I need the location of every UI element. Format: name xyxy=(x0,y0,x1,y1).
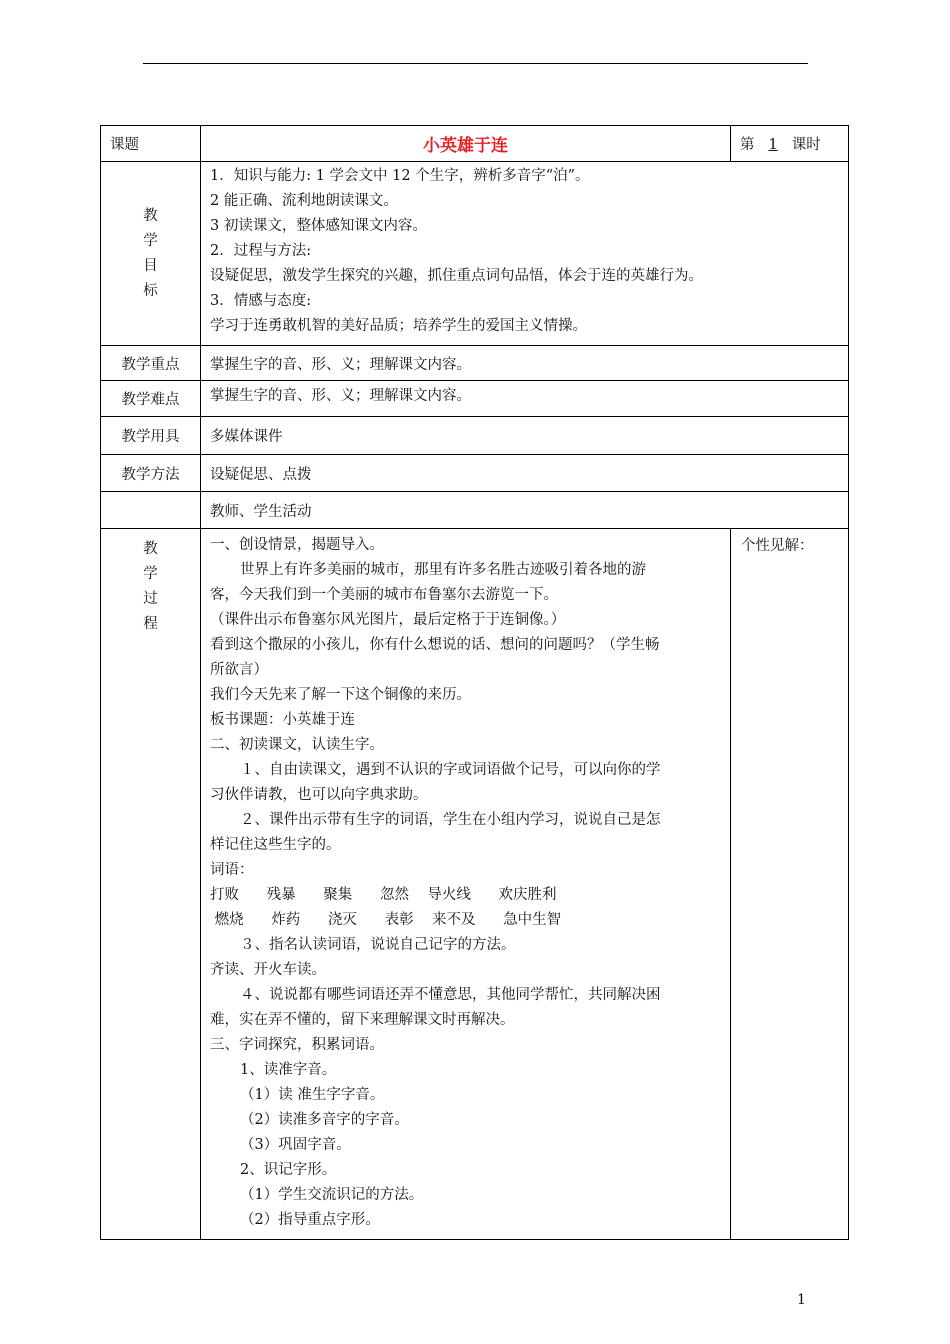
vocabulary-line: 打败 残暴 聚集 忽然 导火线 欢庆胜利 xyxy=(210,887,557,903)
process-label-char: 过 xyxy=(143,591,158,607)
process-line: （课件出示布鲁塞尔风光图片，最后定格于于连铜像。） xyxy=(210,612,566,628)
goal-line: 学习于连勇敢机智的美好品质；培养学生的爱国主义情操。 xyxy=(210,318,587,334)
process-line: ３、指名认读词语，说说自己记字的方法。 xyxy=(240,937,516,953)
methods-row xyxy=(101,455,849,492)
goals-row xyxy=(101,162,849,346)
process-line: ４、说说都有哪些词语还弄不懂意思，其他同学帮忙，共同解决困 xyxy=(240,987,661,1003)
process-line: （1）读 准生字字音。 xyxy=(240,1087,385,1103)
title-row xyxy=(101,126,849,162)
process-label xyxy=(101,529,201,1240)
lesson-plan-table xyxy=(100,125,849,1240)
page-number: 1 xyxy=(797,1292,806,1308)
process-content xyxy=(201,529,731,1240)
tools-label: 教学用具 xyxy=(101,417,201,455)
process-line: 一、创设情景，揭题导入。 xyxy=(210,537,384,553)
goals-label-char: 标 xyxy=(143,282,158,299)
process-line: 看到这个撒尿的小孩儿，你有什么想说的话、想问的问题吗？（学生畅 xyxy=(210,637,660,653)
goals-label-char: 学 xyxy=(143,232,158,249)
process-line: 齐读、开火车读。 xyxy=(210,962,326,978)
process-line: 世界上有许多美丽的城市，那里有许多名胜古迹吸引着各地的游 xyxy=(240,562,646,578)
goal-line: 1．知识与能力: 1 学会文中 12 个生字，辨析多音字“泊”。 xyxy=(210,168,590,184)
activities-header-row xyxy=(101,492,849,529)
key-points-label: 教学重点 xyxy=(101,346,201,381)
goal-line: 2．过程与方法: xyxy=(210,243,312,259)
process-line: 板书课题：小英雄于连 xyxy=(210,712,355,728)
activities-header: 教师、学生活动 xyxy=(201,492,849,529)
goal-line: 3 初读课文，整体感知课文内容。 xyxy=(210,218,427,234)
goal-line: 3．情感与态度: xyxy=(210,293,312,309)
goals-label-char: 目 xyxy=(143,257,158,274)
activities-header-empty xyxy=(101,492,201,529)
process-line: 二、初读课文，认读生字。 xyxy=(210,737,384,753)
methods-text: 设疑促思、点拨 xyxy=(201,455,849,492)
lesson-period xyxy=(731,126,849,162)
goals-label xyxy=(101,162,201,346)
title-label: 课题 xyxy=(101,126,201,162)
process-line: 词语： xyxy=(210,862,254,878)
process-line: （3）巩固字音。 xyxy=(240,1137,351,1153)
key-points-row xyxy=(101,346,849,381)
methods-label: 教学方法 xyxy=(101,455,201,492)
personal-insight-cell: 个性见解： xyxy=(731,529,849,1240)
process-line: （1）学生交流识记的方法。 xyxy=(240,1187,424,1203)
process-line: ２、课件出示带有生字的词语，学生在小组内学习，说说自己是怎 xyxy=(240,812,661,828)
difficulties-text: 掌握生字的音、形、义；理解课文内容。 xyxy=(201,381,849,417)
process-line: （2）指导重点字形。 xyxy=(240,1212,380,1228)
lesson-suffix: 课时 xyxy=(791,137,821,153)
lesson-prefix: 第 xyxy=(740,137,755,153)
process-row xyxy=(101,529,849,1240)
process-line: 1、读准字音。 xyxy=(240,1062,337,1078)
key-points-text: 掌握生字的音、形、义；理解课文内容。 xyxy=(201,346,849,381)
process-label-char: 教 xyxy=(143,541,158,557)
process-line: 三、字词探究，积累词语。 xyxy=(210,1037,384,1053)
process-label-char: 程 xyxy=(143,616,158,632)
goal-line: 设疑促思，激发学生探究的兴趣，抓住重点词句品悟，体会于连的英雄行为。 xyxy=(210,268,703,284)
process-line: 习伙伴请教，也可以向字典求助。 xyxy=(210,787,428,803)
process-line: 2、识记字形。 xyxy=(240,1162,337,1178)
goals-content xyxy=(201,162,849,346)
process-line: １、自由读课文，遇到不认识的字或词语做个记号，可以向你的学 xyxy=(240,762,661,778)
goal-line: 2 能正确、流利地朗读课文。 xyxy=(210,193,398,209)
difficulties-label: 教学难点 xyxy=(101,381,201,417)
process-line: （2）读准多音字的字音。 xyxy=(240,1112,409,1128)
tools-row xyxy=(101,417,849,455)
lesson-number: 1 xyxy=(768,137,778,153)
header-rule xyxy=(143,63,808,64)
process-line: 所欲言） xyxy=(210,662,268,678)
process-line: 客，今天我们到一个美丽的城市布鲁塞尔去游览一下。 xyxy=(210,587,558,603)
vocabulary-line: 燃烧 炸药 浇灭 表彰 来不及 急中生智 xyxy=(210,912,562,928)
tools-text: 多媒体课件 xyxy=(201,417,849,455)
difficulties-row xyxy=(101,381,849,417)
goals-label-char: 教 xyxy=(143,207,158,224)
process-line: 样记住这些生字的。 xyxy=(210,837,341,853)
process-line: 难，实在弄不懂的，留下来理解课文时再解决。 xyxy=(210,1012,515,1028)
process-line: 我们今天先来了解一下这个铜像的来历。 xyxy=(210,687,471,703)
lesson-title: 小英雄于连 xyxy=(201,126,731,162)
process-label-char: 学 xyxy=(143,566,158,582)
